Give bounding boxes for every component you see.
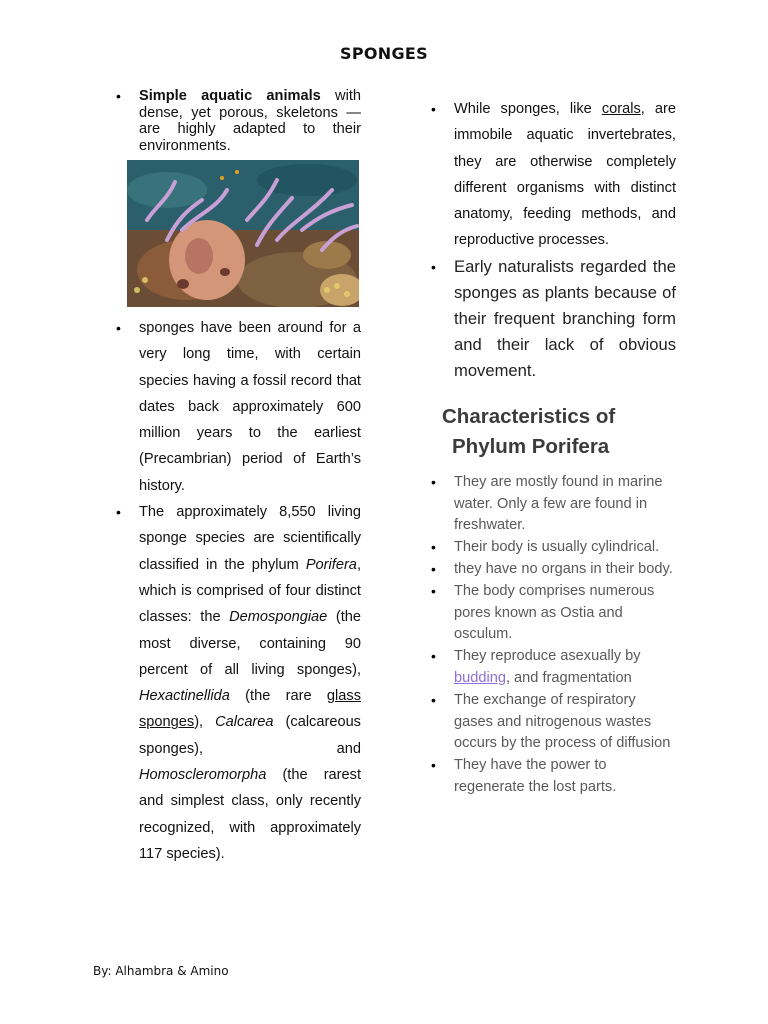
list-item: • They are mostly found in marine water. Only a few are found in freshwater.: [428, 472, 676, 537]
left-column: [113, 88, 361, 867]
glass-sponges-link[interactable]: glass sponges: [139, 688, 361, 731]
photo-illustration: [127, 160, 359, 307]
list-item: • Their body is usually cylindrical.: [428, 537, 676, 559]
text-span: (the rare: [229, 688, 327, 705]
text-span: While sponges, like: [454, 101, 602, 117]
page-title: SPONGES: [340, 44, 428, 63]
list-item: • They have the power to regenerate the lost parts.: [428, 755, 676, 799]
list-item-classification: [113, 499, 361, 867]
list-item: • they have no organs in their body.: [428, 559, 676, 581]
italic-term-homoscleromorpha: Homoscleromorpha: [139, 767, 267, 784]
text-span: They reproduce asexually by: [454, 648, 641, 665]
italic-term-porifera: Porifera: [305, 556, 357, 573]
italic-term-demospongiae: Demospongiae: [229, 609, 328, 626]
text-span: , are immobile aquatic invertebrates, they are otherwise completely different organisms with distinct anatomy, feeding methods, and reproductive processes.: [454, 101, 676, 249]
list-item-early-naturalists: • Early naturalists regarded the sponges as plants because of their frequent branching form and their lack of obvious movement.: [428, 254, 676, 384]
text-span: ),: [194, 714, 216, 731]
text-span: (the most diverse, containing 90 percent of all living sponges),: [139, 609, 361, 678]
text-span: , which is comprised of four distinct classes: the: [139, 556, 361, 626]
list-item-fossil-record: • sponges have been around for a very long time, with certain species having a fossil record that dates back approximately 600 million years to the earliest (Precambrian) period of Earth’s history.: [113, 315, 361, 499]
text-span: (the rarest and simplest class, only recently recognized, with approximately 117 species).: [139, 767, 361, 862]
list-item-simple-aquatic: [113, 88, 361, 154]
text-span: The approximately 8,550 living sponge species are scientifically classified in the phylum: [139, 504, 361, 573]
corals-link[interactable]: corals: [601, 101, 641, 117]
left-bullet-list: [113, 88, 361, 154]
list-item: [428, 646, 676, 690]
right-bullet-list: [428, 96, 676, 384]
text-span: (calcareous sponges), and: [139, 714, 361, 757]
text-span: , and fragmentation: [505, 669, 632, 686]
text-span: with dense, yet porous, skeletons — are highly adapted to their environments.: [139, 88, 361, 154]
footer-authors: By: Alhambra & Amino: [93, 964, 229, 978]
list-item-corals: [428, 96, 676, 254]
italic-term-hexactinellida: Hexactinellida: [139, 688, 230, 705]
right-column: [428, 96, 676, 799]
heading-line-1: Characteristics of: [442, 404, 616, 428]
characteristics-heading: [442, 402, 676, 462]
list-item: • The body comprises numerous pores known as Ostia and osculum.: [428, 581, 676, 646]
coral-reef-sponge-photo: [127, 160, 359, 307]
list-item: • The exchange of respiratory gases and nitrogenous wastes occurs by the process of diffusion: [428, 690, 676, 755]
left-bullet-list-2: [113, 315, 361, 867]
bold-phrase: Simple aquatic animals: [139, 88, 321, 104]
budding-link[interactable]: budding: [454, 669, 506, 686]
italic-term-calcarea: Calcarea: [215, 714, 274, 731]
characteristics-list: [428, 472, 676, 799]
heading-line-2: Phylum Porifera: [452, 434, 610, 458]
